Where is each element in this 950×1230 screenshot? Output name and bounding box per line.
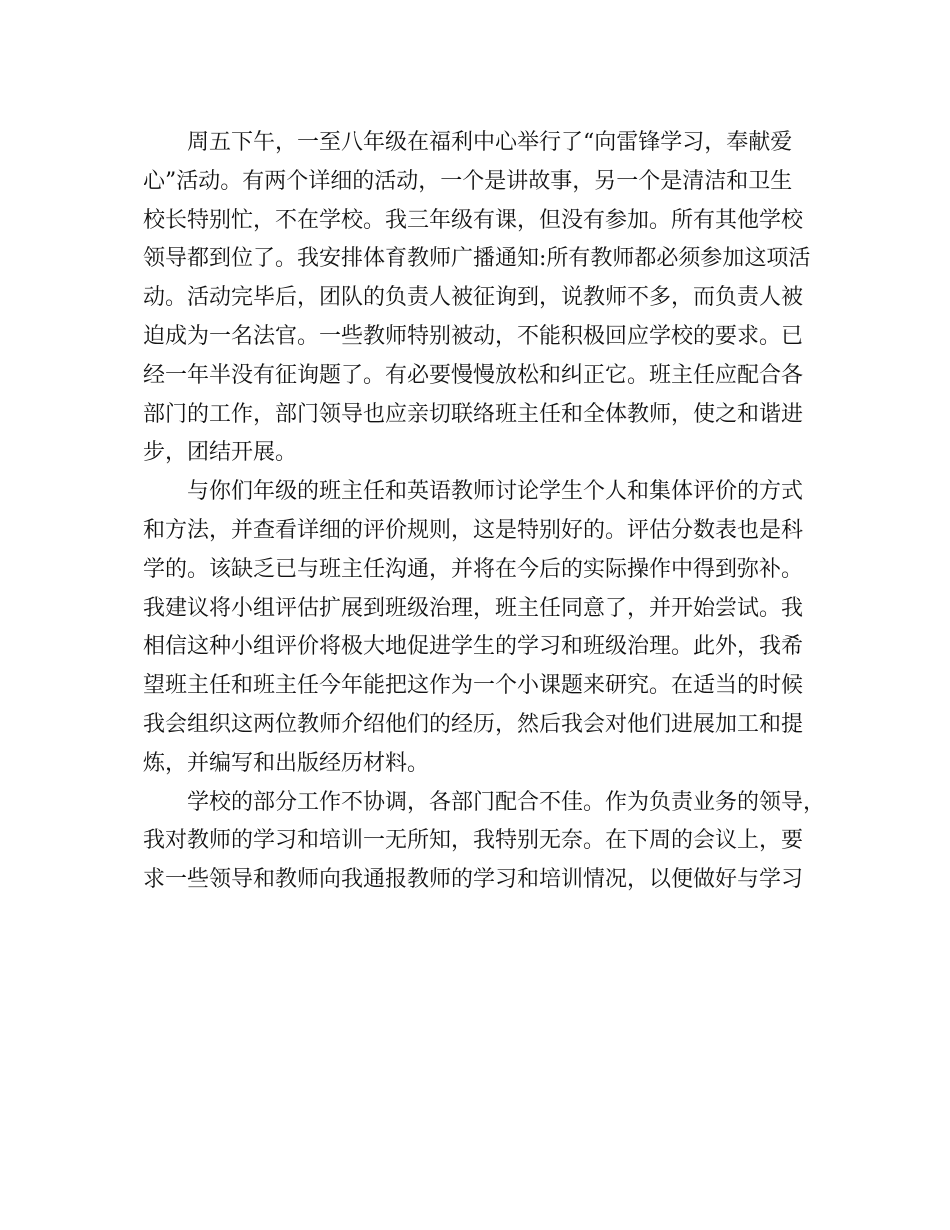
paragraph-1-line-6: 迫成为一名法官。一些教师特别被动，不能积极回应学校的要求。已: [143, 323, 804, 349]
paragraph-2-line-3: 学的。该缺乏已与班主任沟通，并将在今后的实际操作中得到弥补。: [143, 556, 804, 582]
paragraph-3-line-2: 我对教师的学习和培训一无所知，我特别无奈。在下周的会议上，要: [143, 828, 804, 854]
paragraph-2-line-6: 望班主任和班主任今年能把这作为一个小课题来研究。在适当的时候: [143, 673, 804, 699]
paragraph-2-line-4: 我建议将小组评估扩展到班级治理，班主任同意了，并开始尝试。我: [143, 595, 804, 621]
paragraph-2-line-2: 和方法，并查看详细的评价规则，这是特别好的。评估分数表也是科: [143, 517, 804, 543]
paragraph-1-line-8: 部门的工作，部门领导也应亲切联络班主任和全体教师，使之和谐进: [143, 401, 804, 427]
paragraph-3-line-1: 学校的部分工作不协调，各部门配合不佳。作为负责业务的领导，: [187, 789, 826, 815]
paragraph-2-line-5: 相信这种小组评价将极大地促进学生的学习和班级治理。此外，我希: [143, 634, 804, 660]
paragraph-3-line-3: 求一些领导和教师向我通报教师的学习和培训情况，以便做好与学习: [143, 867, 804, 893]
paragraph-1-line-9: 步，团结开展。: [143, 440, 298, 466]
paragraph-1-line-4: 领导都到位了。我安排体育教师广播通知:所有教师都必须参加这项活: [143, 246, 811, 272]
paragraph-1-line-1: 周五下午，一至八年级在福利中心举行了“向雷锋学习，奉献爱: [187, 130, 793, 155]
paragraph-1-line-2: 心”活动。有两个详细的活动，一个是讲故事，另一个是清洁和卫生: [143, 168, 793, 194]
paragraph-2-line-7: 我会组织这两位教师介绍他们的经历，然后我会对他们进展加工和提: [143, 711, 804, 737]
paragraph-2-line-8: 炼，并编写和出版经历材料。: [143, 750, 430, 776]
paragraph-1-line-3: 校长特别忙，不在学校。我三年级有课，但没有参加。所有其他学校: [143, 207, 804, 233]
paragraph-2-line-1: 与你们年级的班主任和英语教师讨论学生个人和集体评价的方式: [187, 479, 804, 505]
paragraph-1-line-7: 经一年半没有征询题了。有必要慢慢放松和纠正它。班主任应配合各: [143, 362, 804, 388]
document-body: [143, 124, 826, 900]
paragraph-1-line-5: 动。活动完毕后，团队的负责人被征询到，说教师不多，而负责人被: [143, 285, 804, 311]
